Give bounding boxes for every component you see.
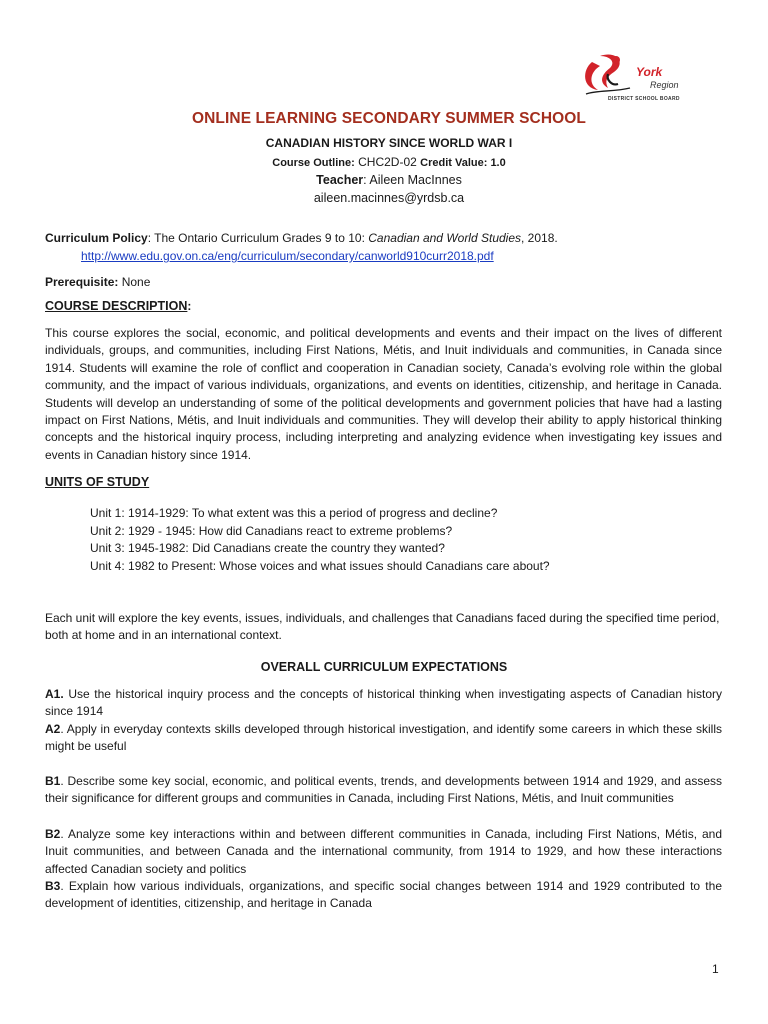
unit-item: Unit 1: 1914-1929: To what extent was this a period of progress and decline? [90,506,498,520]
expectation-text: . Analyze some key interactions within and between different communities in Canada, including First Nations, Métis, and Inuit communities, and between Canada and the international community, from 1914 to 1929, and how these interactions affected Canadian society and politics [45,827,722,876]
expectations-heading: OVERALL CURRICULUM EXPECTATIONS [260,660,508,674]
logo-graphic [578,50,690,104]
curriculum-policy [45,230,722,247]
course-description-title: COURSE DESCRIPTION [45,299,188,313]
expectation-code: A2 [45,722,61,736]
expectation-b1 [45,773,722,808]
expectation-text: Use the historical inquiry process and the concepts of historical thinking when investigating aspects of Canadian history since 1914 [45,687,722,719]
unit-item: Unit 2: 1929 - 1945: How did Canadians react to extreme problems? [90,523,453,538]
policy-label: Curriculum Policy [45,231,148,245]
expectation-text: . Describe some key social, economic, and political events, trends, and developments between 1914 and 1929, and assess their significance for different groups and communities in Canada, including First Nations, Métis, and Inuit communities [45,774,722,806]
units-summary: Each unit will explore the key events, issues, individuals, and challenges that Canadians faced during the specified time period, both at home and in an international context. [45,611,720,643]
teacher-line [0,173,768,187]
expectation-a1 [45,686,722,721]
policy-url-row [81,248,722,265]
policy-text-end: , 2018. [521,231,558,245]
policy-italic-title: Canadian and World Studies [368,231,522,245]
outline-label: Course Outline: [272,157,355,169]
course-title: CANADIAN HISTORY SINCE WORLD WAR I [265,136,513,150]
expectation-code: B1 [45,774,61,788]
credit-value: Credit Value: 1.0 [420,157,506,169]
expectation-b2 [45,826,722,878]
course-outline-line [0,155,768,169]
prerequisite-value: None [118,275,151,289]
prerequisite [45,274,722,291]
teacher-email: aileen.macinnes@yrdsb.ca [313,191,465,205]
expectation-code: B3 [45,879,61,893]
svg-text:DISTRICT SCHOOL BOARD: DISTRICT SCHOOL BOARD [608,96,680,102]
outline-code: CHC2D-02 [358,155,417,169]
prerequisite-label: Prerequisite: [45,275,119,289]
expectation-code: B2 [45,827,61,841]
unit-item: Unit 4: 1982 to Present: Whose voices and what issues should Canadians care about? [90,558,550,573]
policy-text-start: : The Ontario Curriculum Grades 9 to 10: [147,231,369,245]
course-description-heading [45,298,722,315]
york-region-logo [578,50,690,104]
units-heading-text: UNITS OF STUDY [45,475,150,489]
svg-text:Region: Region [650,80,679,90]
teacher-label: Teacher [316,173,364,187]
units-list [90,505,550,575]
expectation-a2 [45,721,722,756]
teacher-name: : Aileen MacInnes [363,173,462,187]
course-description-text: This course explores the social, economic, and political developments and events and their impact on the lives of different individuals, groups, and communities, including First Nations, Métis, and Inuit individuals and communities, in Canada since 1914. Students will examine the role of conflict and cooperation in Canadian society, Canada’s evolving role within the global community, and the impact of various individuals, organizations, and events on identities, citizenship, and heritage in Canada. Students will develop an understanding of some of the political developments and government policies that have had a lasting impact on First Nations, Métis, and Inuit individuals and communities. They will develop their ability to apply historical thinking concepts and the historical inquiry process, including interpreting and analyzing evidence when investigating key issues and events in Canadian history since 1914. [45,326,722,462]
expectation-text: . Apply in everyday contexts skills developed through historical investigation, and identify some careers in which these skills might be useful [45,722,722,754]
expectation-text: . Explain how various individuals, organizations, and specific social changes between 1914 and 1929 contributed to the development of identities, citizenship, and heritage in Canada [45,879,722,911]
unit-item: Unit 3: 1945-1982: Did Canadians create the country they wanted? [90,541,445,556]
logo-text-york: York [636,65,663,79]
page-number: 1 [712,962,719,976]
course-description-colon: : [187,299,192,313]
expectation-code: A1. [45,687,64,701]
policy-url-link[interactable]: http://www.edu.gov.on.ca/eng/curriculum/secondary/canworld910curr2018.pdf [81,249,494,263]
units-of-study-heading [45,474,722,491]
school-title: ONLINE LEARNING SECONDARY SUMMER SCHOOL [191,110,586,127]
expectation-b3 [45,878,722,913]
